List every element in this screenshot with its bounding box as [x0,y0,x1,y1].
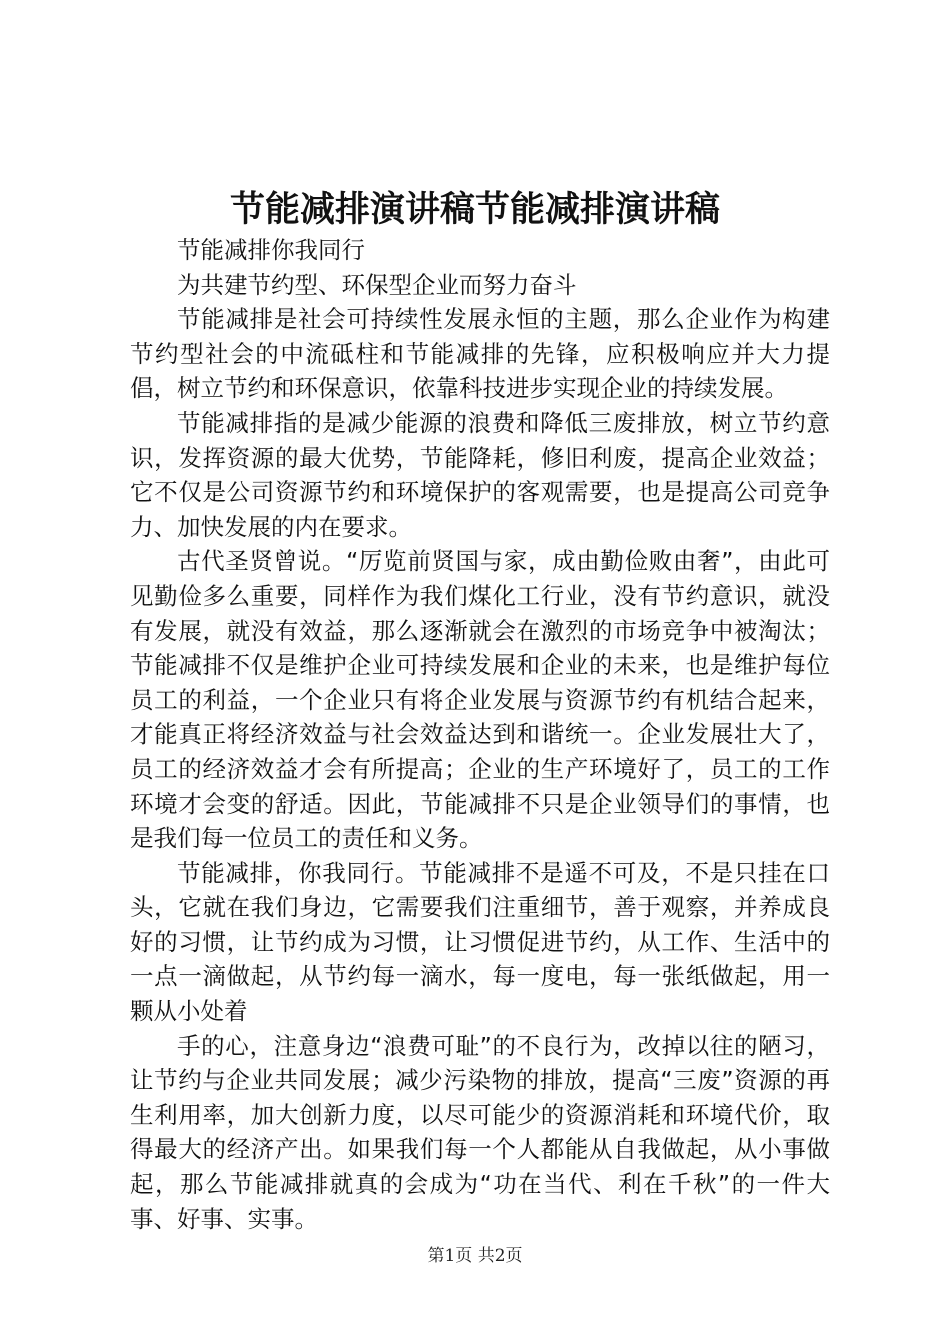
paragraph: 节能减排是社会可持续性发展永恒的主题，那么企业作为构建节约型社会的中流砥柱和节能减排的先锋，应积极响应并大力提倡，树立节约和环保意识，依靠科技进步实现企业的持续发展。 [130,305,830,403]
page-title: 节能减排演讲稿节能减排演讲稿 [229,189,720,230]
paragraph: 节能减排指的是减少能源的浪费和降低三废排放，树立节约意识，发挥资源的最大优势，节能降耗，修旧利废，提高企业效益；它不仅是公司资源节约和环境保护的客观需要，也是提高公司竞争力、加快发展的内在要求。 [130,408,830,541]
paragraph-subtitle-2: 为共建节约型、环保型企业而努力奋斗 [177,270,577,299]
paragraph: 节能减排，你我同行。节能减排不是遥不可及，不是只挂在口头，它就在我们身边，它需要我们注重细节，善于观察，并养成良好的习惯，让节约成为习惯，让习惯促进节约，从工作、生活中的一点一滴做起，从节约每一滴水，每一度电，每一张纸做起，用一颗从小处着 [130,858,830,1026]
document-body [130,233,830,1236]
paragraph: 古代圣贤曾说。“厉览前贤国与家，成由勤俭败由奢”，由此可见勤俭多么重要，同样作为我们煤化工行业，没有节约意识，就没有发展，就没有效益，那么逐渐就会在激烈的市场竞争中被淘汰；节能减排不仅是维护企业可持续发展和企业的未来，也是维护每位员工的利益，一个企业只有将企业发展与资源节约有机结合起来，才能真正将经济效益与社会效益达到和谐统一。企业发展壮大了，员工的经济效益才会有所提高；企业的生产环境好了，员工的工作环境才会变的舒适。因此，节能减排不只是企业领导们的事情，也是我们每一位员工的责任和义务。 [130,547,830,853]
paragraph: 手的心，注意身边“浪费可耻”的不良行为，改掉以往的陋习，让节约与企业共同发展；减少污染物的排放，提高“三废”资源的再生利用率，加大创新力度，以尽可能少的资源消耗和环境代价，取得最大的经济产出。如果我们每一个人都能从自我做起，从小事做起，那么节能减排就真的会成为“功在当代、利在千秋”的一件大事、好事、实事。 [130,1031,830,1233]
page-number-footer: 第1页 共2页 [427,1246,523,1266]
paragraph-subtitle-1: 节能减排你我同行 [177,236,365,264]
